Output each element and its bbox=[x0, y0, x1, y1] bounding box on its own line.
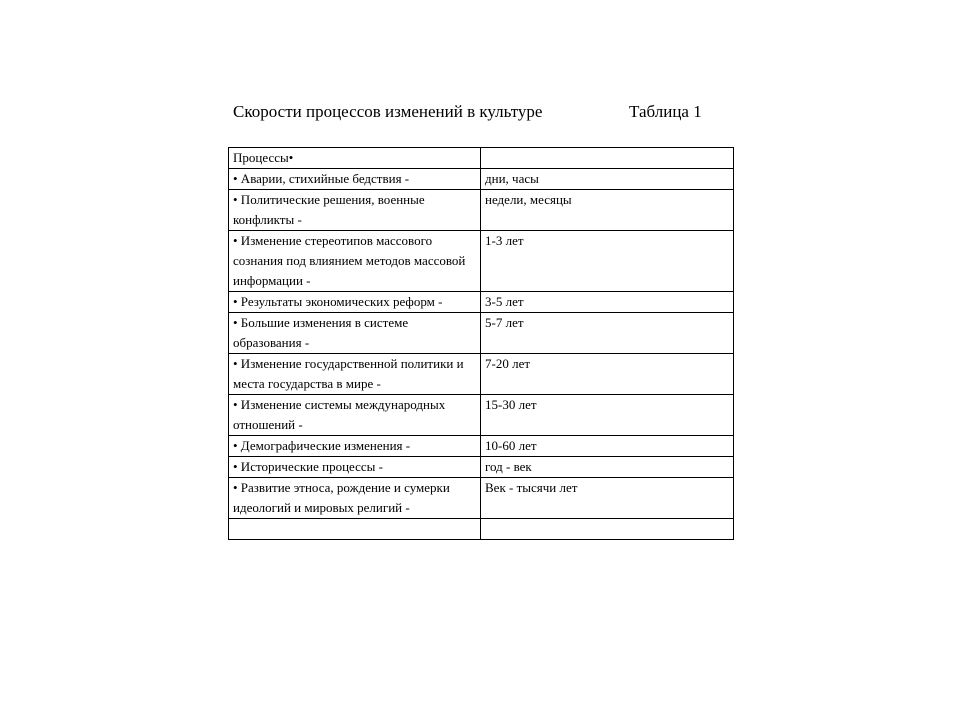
duration-cell: Век - тысячи лет bbox=[481, 478, 734, 519]
table-row bbox=[229, 313, 734, 354]
duration-cell: год - век bbox=[481, 457, 734, 478]
document-title: Скорости процессов изменений в культуре bbox=[233, 102, 543, 121]
process-cell: • Политические решения, военные конфликты - bbox=[229, 190, 481, 231]
empty-cell bbox=[481, 519, 734, 540]
table-row bbox=[229, 478, 734, 519]
table-row bbox=[229, 354, 734, 395]
process-cell: • Большие изменения в системе образования - bbox=[229, 313, 481, 354]
table-row bbox=[229, 190, 734, 231]
table-label: Таблица 1 bbox=[629, 102, 702, 121]
duration-cell: недели, месяцы bbox=[481, 190, 734, 231]
document-heading bbox=[233, 102, 713, 124]
empty-table-row bbox=[229, 519, 734, 540]
header-duration-cell bbox=[481, 148, 734, 169]
table-row bbox=[229, 457, 734, 478]
table-row bbox=[229, 169, 734, 190]
duration-cell: 10-60 лет bbox=[481, 436, 734, 457]
table-row bbox=[229, 292, 734, 313]
process-cell: • Аварии, стихийные бедствия - bbox=[229, 169, 481, 190]
table-row bbox=[229, 231, 734, 292]
process-cell: • Демографические изменения - bbox=[229, 436, 481, 457]
table-row bbox=[229, 395, 734, 436]
empty-cell bbox=[229, 519, 481, 540]
process-cell: • Результаты экономических реформ - bbox=[229, 292, 481, 313]
header-processes-cell: Процессы• bbox=[229, 148, 481, 169]
process-cell: • Исторические процессы - bbox=[229, 457, 481, 478]
duration-cell: 1-3 лет bbox=[481, 231, 734, 292]
duration-cell: 5-7 лет bbox=[481, 313, 734, 354]
process-speed-table bbox=[228, 147, 734, 540]
duration-cell: 7-20 лет bbox=[481, 354, 734, 395]
table-header-row bbox=[229, 148, 734, 169]
duration-cell: 3-5 лет bbox=[481, 292, 734, 313]
process-cell: • Изменение государственной политики и места государства в мире - bbox=[229, 354, 481, 395]
process-cell: • Изменение системы международных отношений - bbox=[229, 395, 481, 436]
duration-cell: 15-30 лет bbox=[481, 395, 734, 436]
duration-cell: дни, часы bbox=[481, 169, 734, 190]
process-cell: • Развитие этноса, рождение и сумерки идеологий и мировых религий - bbox=[229, 478, 481, 519]
process-cell: • Изменение стереотипов массового сознания под влиянием методов массовой информации - bbox=[229, 231, 481, 292]
table-row bbox=[229, 436, 734, 457]
